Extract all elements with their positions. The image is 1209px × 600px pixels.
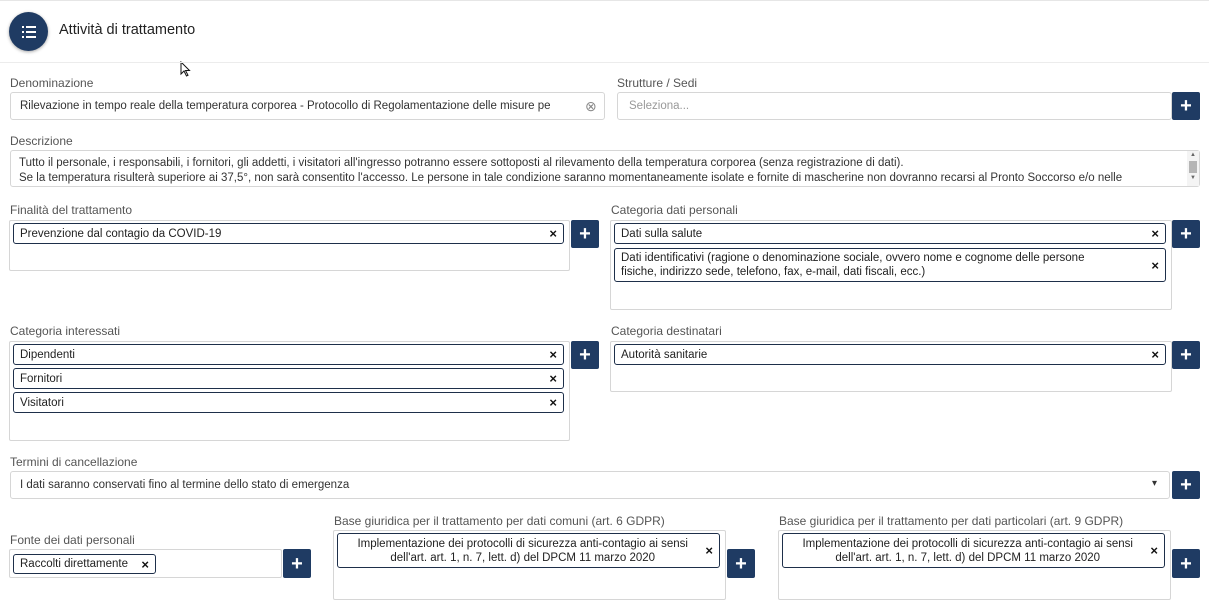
descrizione-line-1: Tutto il personale, i responsabili, i fornitori, gli addetti, i visitatori all'ingresso potranno essere sottoposti al rilevamento della temperatura corporea (senza registrazione di dati). — [19, 157, 904, 169]
interessati-chip — [13, 368, 564, 389]
denominazione-label: Denominazione — [10, 76, 94, 90]
fonte-label: Fonte dei dati personali — [10, 533, 135, 547]
base-comuni-label: Base giuridica per il trattamento per dati comuni (art. 6 GDPR) — [334, 514, 665, 528]
base-particolari-label: Base giuridica per il trattamento per dati particolari (art. 9 GDPR) — [779, 514, 1124, 528]
termini-value: I dati saranno conservati fino al termine dello stato di emergenza — [20, 479, 350, 491]
descrizione-scrollbar[interactable] — [1187, 151, 1199, 186]
add-interessati-button[interactable]: + — [571, 341, 599, 369]
strutture-select[interactable] — [617, 92, 1172, 120]
termini-label: Termini di cancellazione — [10, 455, 138, 469]
categoria-dati-label: Categoria dati personali — [611, 203, 738, 217]
top-divider — [0, 0, 1209, 1]
fonte-chip — [13, 554, 156, 574]
finalita-chip — [13, 223, 564, 244]
strutture-label: Strutture / Sedi — [617, 76, 698, 90]
categoria-dati-chip — [614, 223, 1166, 244]
remove-icon[interactable]: × — [705, 543, 713, 558]
remove-icon[interactable]: × — [549, 371, 557, 386]
add-destinatari-button[interactable]: + — [1172, 341, 1200, 369]
header-divider — [0, 62, 1209, 63]
interessati-chip-text: Dipendenti — [20, 348, 75, 361]
categoria-dati-chip-text: Dati identificativi (ragione o denominazione sociale, ovvero nome e cognome delle persone fisiche, indirizzo sede, telefono, fax, e-mail, dati fiscali, ecc.) — [621, 252, 1085, 278]
interessati-chip — [13, 392, 564, 413]
finalita-chip-text: Prevenzione dal contagio da COVID-19 — [20, 227, 222, 240]
destinatari-chip — [614, 344, 1166, 365]
interessati-chip-text: Fornitori — [20, 372, 63, 385]
add-base-particolari-button[interactable]: + — [1172, 549, 1200, 578]
categoria-destinatari-label: Categoria destinatari — [611, 324, 722, 338]
interessati-chip-text: Visitatori — [20, 396, 64, 409]
termini-select[interactable] — [10, 471, 1170, 499]
remove-icon[interactable]: × — [549, 226, 557, 241]
remove-icon[interactable]: × — [1150, 543, 1158, 558]
strutture-placeholder: Seleziona... — [629, 100, 690, 112]
remove-icon[interactable]: × — [1151, 226, 1159, 241]
fonte-chip-text: Raccolti direttamente — [20, 558, 129, 570]
add-fonte-button[interactable]: + — [283, 549, 311, 578]
mouse-cursor-icon — [180, 61, 191, 77]
denominazione-input[interactable] — [10, 92, 605, 120]
scroll-thumb[interactable] — [1189, 161, 1197, 173]
scroll-down-icon[interactable]: ▼ — [1190, 175, 1196, 181]
base-particolari-chip — [782, 533, 1165, 568]
descrizione-line-2: Se la temperatura risulterà superiore ai 37,5°, non sarà consentito l'accesso. Le persone in tale condizione saranno momentaneamente isolate e fornite di mascherine non dovranno recarsi al Pronto Soccorso e/o nelle — [19, 172, 1123, 184]
remove-icon[interactable]: × — [141, 556, 149, 572]
add-finalita-button[interactable]: + — [571, 220, 599, 248]
categoria-dati-chip-text: Dati sulla salute — [621, 227, 703, 240]
add-categoria-dati-button[interactable]: + — [1172, 220, 1200, 248]
finalita-label: Finalità del trattamento — [10, 203, 133, 217]
denominazione-value: Rilevazione in tempo reale della temperatura corporea - Protocollo di Regolamentazione delle misure pe — [20, 100, 551, 112]
base-comuni-chip — [337, 533, 720, 568]
destinatari-chip-text: Autorità sanitarie — [621, 348, 708, 361]
chevron-down-icon[interactable]: ▾ — [1152, 478, 1158, 489]
clear-icon[interactable]: ⊗ — [585, 98, 597, 114]
descrizione-label: Descrizione — [10, 134, 73, 148]
remove-icon[interactable]: × — [1151, 347, 1159, 362]
descrizione-textarea[interactable] — [10, 150, 1200, 187]
add-base-comuni-button[interactable]: + — [727, 549, 755, 578]
interessati-chip — [13, 344, 564, 365]
categoria-interessati-label: Categoria interessati — [10, 324, 121, 338]
scroll-up-icon[interactable]: ▲ — [1190, 152, 1196, 158]
categoria-dati-chip — [614, 248, 1166, 282]
remove-icon[interactable]: × — [549, 395, 557, 410]
add-termini-button[interactable]: + — [1172, 471, 1200, 499]
remove-icon[interactable]: × — [1151, 257, 1159, 273]
header-icon-button[interactable] — [9, 12, 48, 51]
base-comuni-chip-text: Implementazione dei protocolli di sicurezza anti-contagio ai sensi dell'art. art. 1, n. 7, lett. d) del DPCM 11 marzo 2020 — [357, 537, 688, 564]
remove-icon[interactable]: × — [549, 347, 557, 362]
base-particolari-chip-text: Implementazione dei protocolli di sicurezza anti-contagio ai sensi dell'art. art. 1, n. 7, lett. d) del DPCM 11 marzo 2020 — [802, 537, 1133, 564]
add-struttura-button[interactable]: + — [1172, 92, 1200, 120]
page-title: Attività di trattamento — [59, 22, 196, 38]
list-icon — [22, 26, 36, 38]
